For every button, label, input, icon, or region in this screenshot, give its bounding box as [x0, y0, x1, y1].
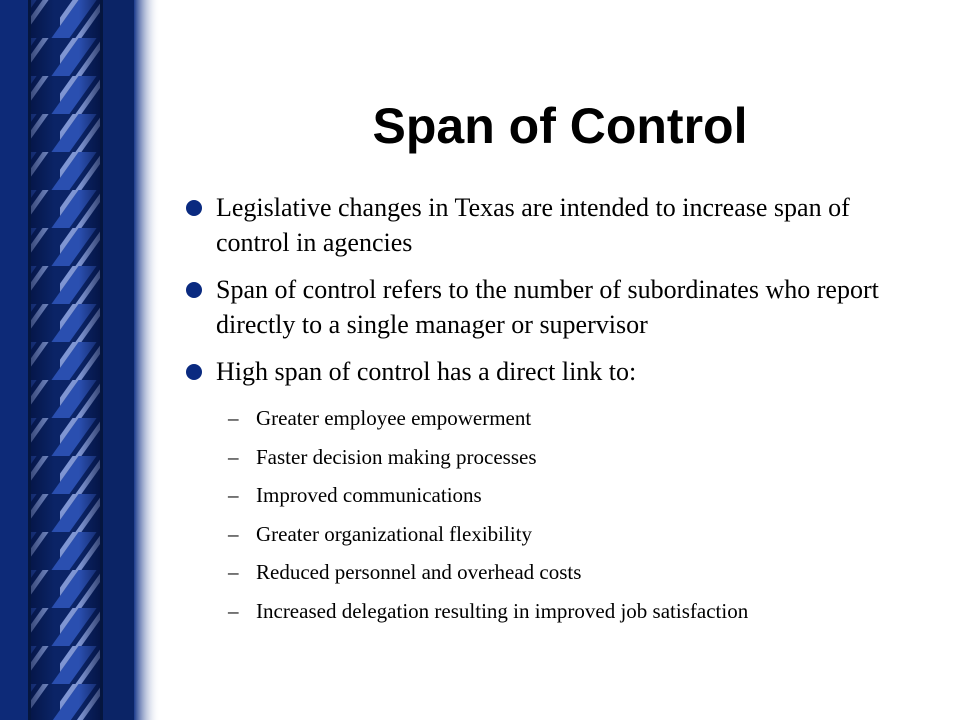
- slide-title: Span of Control: [372, 98, 748, 154]
- sub-bullet-item: [228, 443, 928, 482]
- sub-bullet-text: Increased delegation resulting in improved job satisfaction: [256, 598, 749, 623]
- bullet-text: Legislative changes in Texas are intended to increase span of control in agencies: [216, 193, 850, 257]
- sub-bullet-text: Greater employee empowerment: [256, 406, 532, 430]
- bullet-list: [186, 190, 926, 401]
- sub-bullet-item: [228, 404, 928, 443]
- sub-bullet-item: [228, 558, 928, 597]
- filled-circle-bullet-icon: [186, 200, 202, 216]
- sub-bullet-text: Greater organizational flexibility: [256, 521, 533, 546]
- bullet-item: [186, 190, 926, 260]
- sub-bullet-text: Faster decision making processes: [256, 444, 537, 469]
- bullet-text: High span of control has a direct link to:: [216, 357, 637, 386]
- sub-bullet-item: [228, 597, 928, 636]
- dash-marker: –: [228, 521, 239, 546]
- dash-marker: –: [228, 598, 239, 623]
- dash-marker: –: [228, 560, 239, 584]
- sub-bullet-item: [228, 481, 928, 520]
- rope-pattern-band: [0, 0, 160, 720]
- bullet-item: [186, 354, 926, 389]
- dash-marker: –: [228, 444, 239, 469]
- sub-bullet-list: [228, 404, 928, 635]
- dash-marker: –: [228, 406, 239, 430]
- sub-bullet-text: Improved communications: [256, 483, 482, 507]
- sub-bullet-text: Reduced personnel and overhead costs: [256, 560, 582, 584]
- filled-circle-bullet-icon: [186, 282, 202, 298]
- bullet-item: [186, 272, 926, 342]
- dash-marker: –: [228, 483, 239, 507]
- bullet-text: Span of control refers to the number of subordinates who report directly to a single manager or supervisor: [216, 275, 879, 339]
- sub-bullet-item: [228, 520, 928, 559]
- filled-circle-bullet-icon: [186, 364, 202, 380]
